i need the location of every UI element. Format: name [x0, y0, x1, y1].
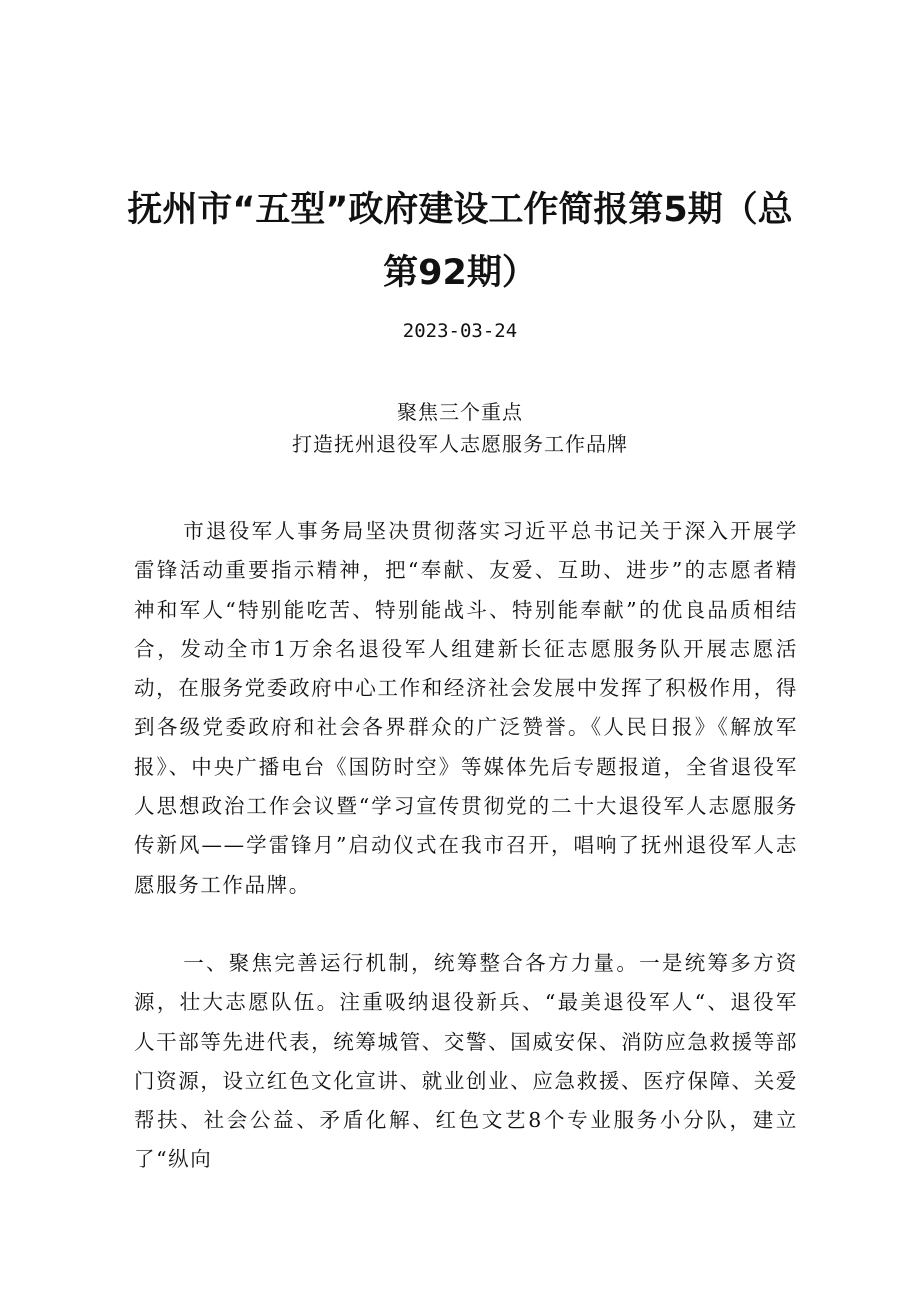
publish-date: 2023-03-24 [402, 320, 518, 342]
body-paragraph-intro: 市退役军人事务局坚决贯彻落实习近平总书记关于深入开展学雷锋活动重要指示精神，把“奉献、友爱、互助、进步”的志愿者精神和军人“特别能吃苦、特别能战斗、特别能奉献”的优良品质相结合，发动全市1万余名退役军人组建新长征志愿服务队开展志愿活动，在服务党委政府中心工作和经济社会发展中发挥了积极作用，得到各级党委政府和社会各界群众的广泛赞誉。《人民日报》《解放军报》、中央广播电台《国防时空》等媒体先后专题报道，全省退役军人思想政治工作会议暨“学习宣传贯彻党的二十大退役军人志愿服务传新风——学雷锋月”启动仪式在我市召开，唱响了抚州退役军人志愿服务工作品牌。 [134, 519, 798, 897]
document-title-line-1: 抚州市“五型”政府建设工作简报第5期（总 [127, 190, 793, 230]
body-paragraph-section-1: 一、聚焦完善运行机制，统筹整合各方力量。一是统筹多方资源，壮大志愿队伍。注重吸纳退役新兵、“最美退役军人“、退役军人干部等先进代表，统筹城管、交警、国威安保、消防应急救援等部门资源，设立红色文化宣讲、就业创业、应急救援、医疗保障、关爱帮扶、社会公益、矛盾化解、红色文艺8个专业服务小分队，建立了“纵向 [134, 951, 798, 1172]
document-title-line-2: 第92期） [383, 253, 537, 293]
article-subtitle-line-1: 聚焦三个重点 [397, 400, 523, 424]
article-subtitle-line-2: 打造抚州退役军人志愿服务工作品牌 [292, 432, 628, 456]
